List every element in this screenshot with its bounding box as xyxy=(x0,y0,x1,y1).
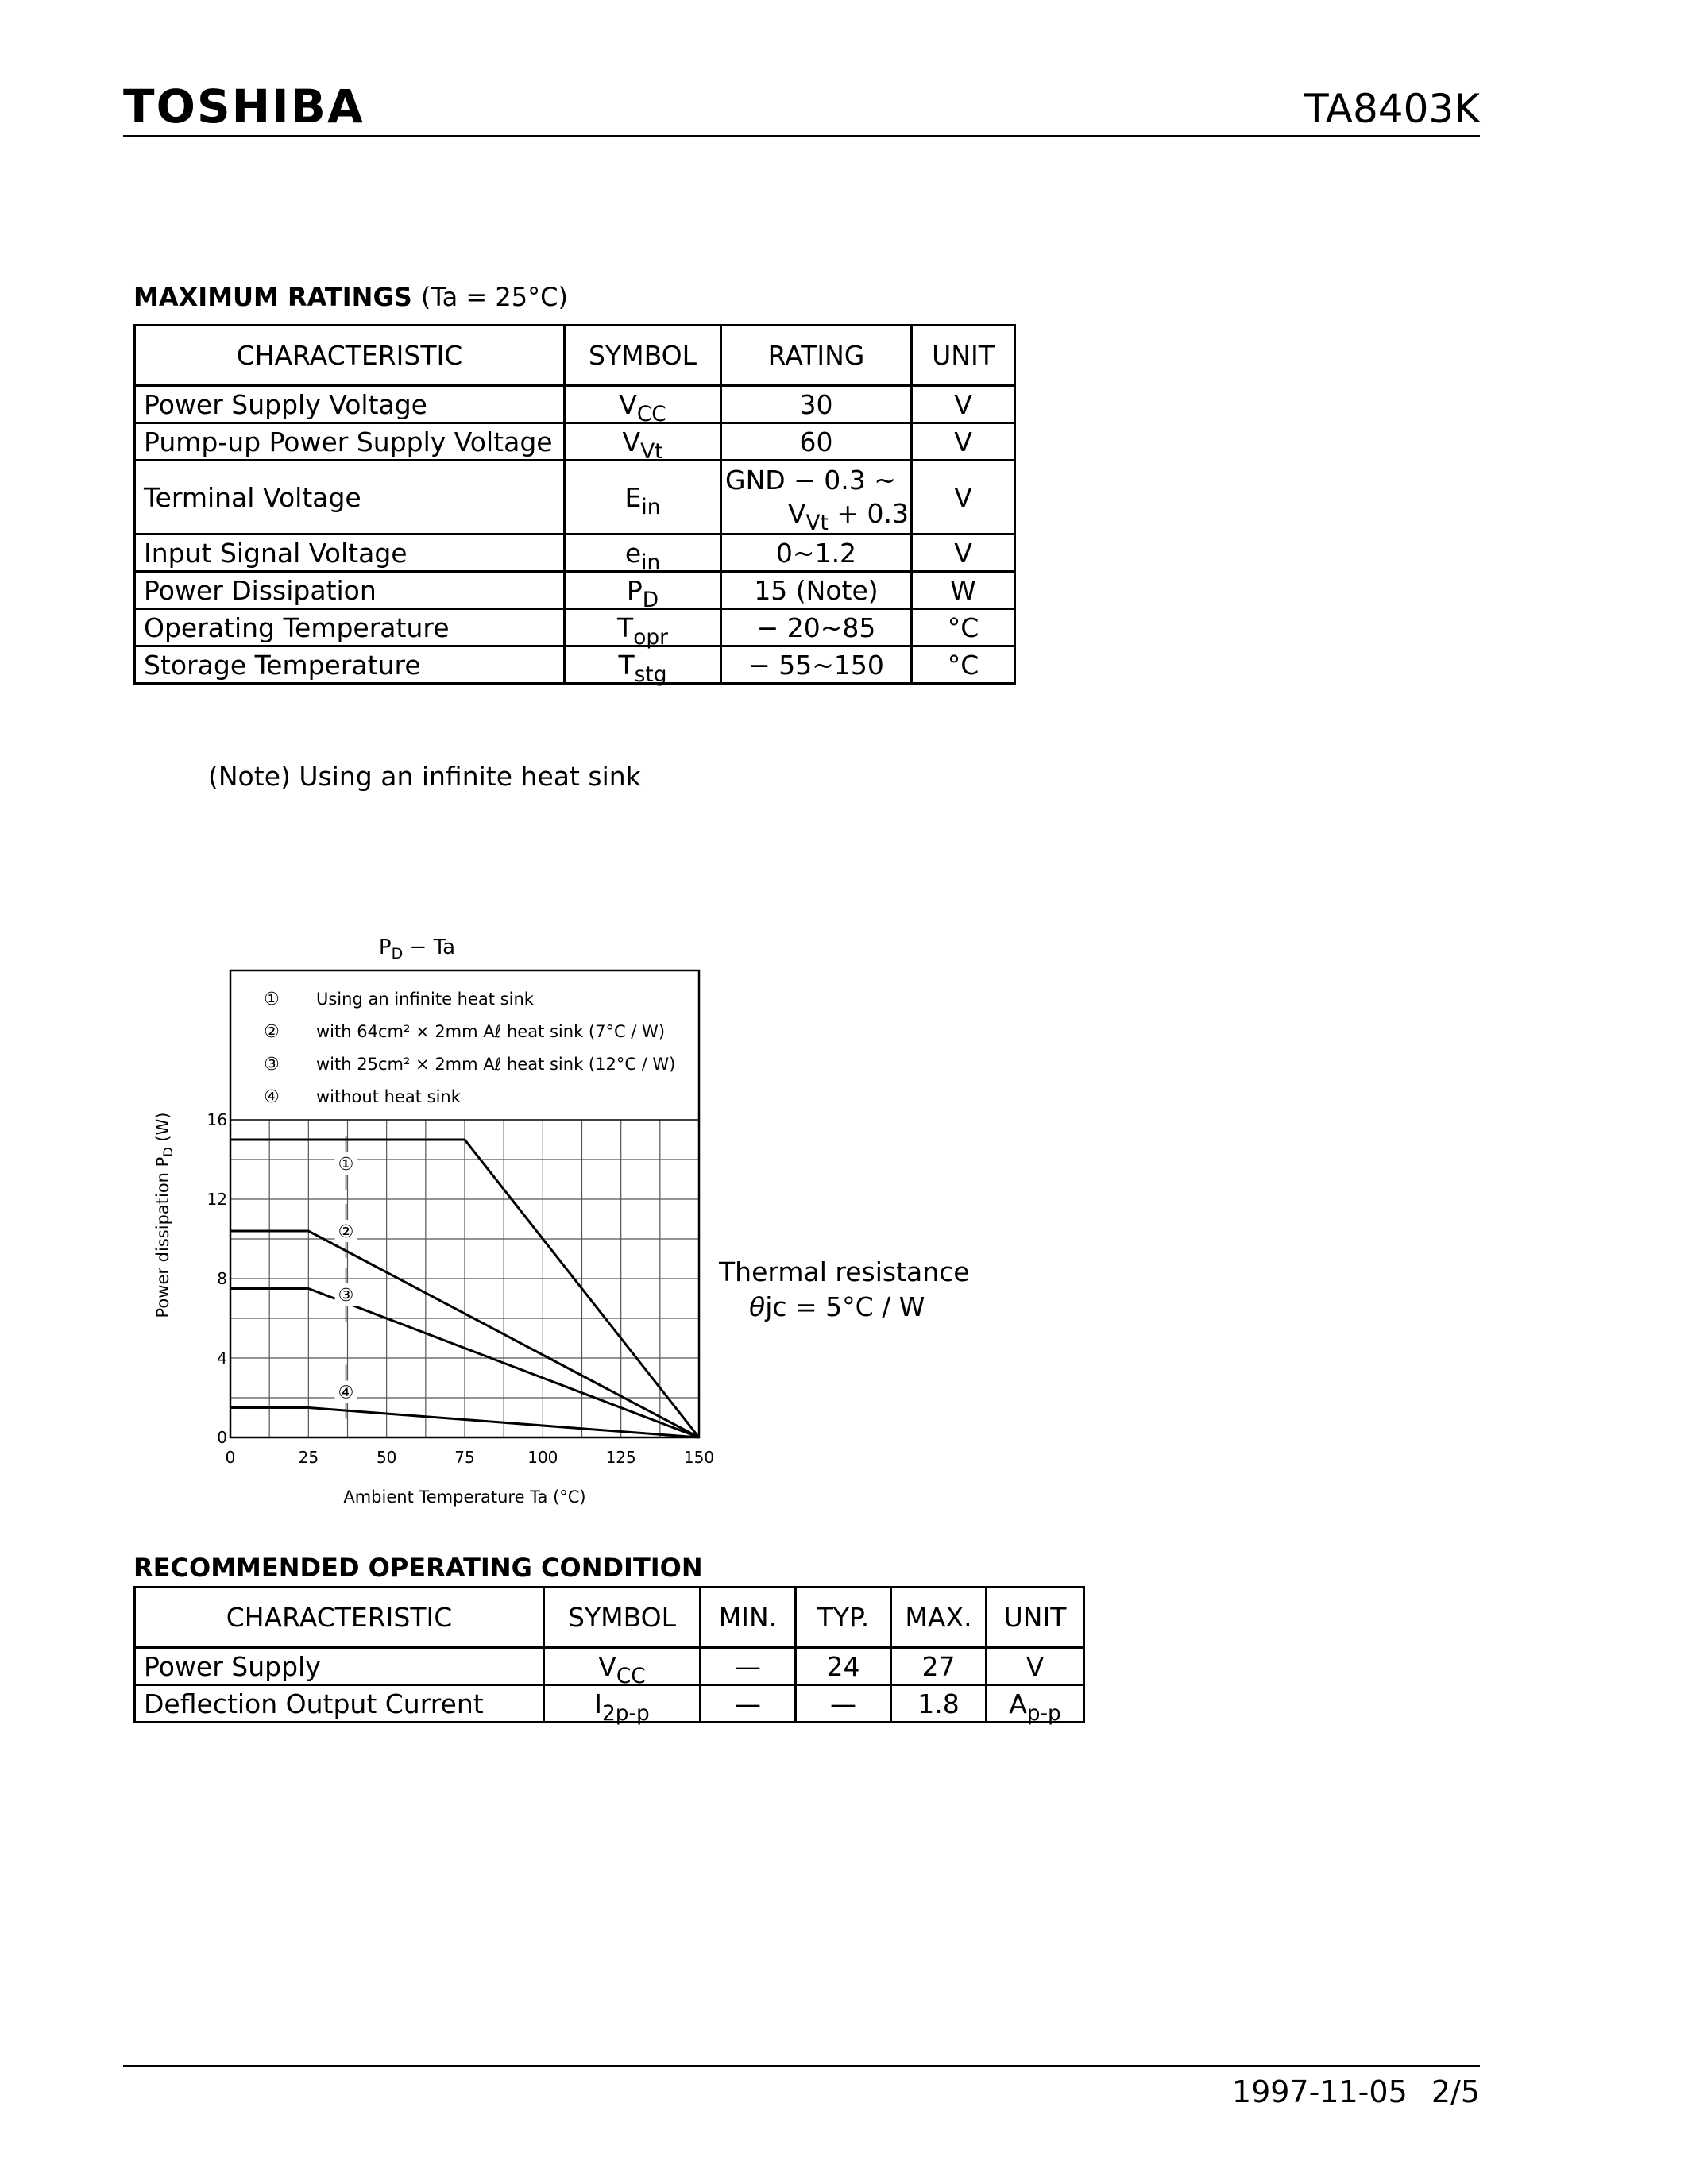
unit-cell: V xyxy=(912,386,1015,423)
rec-op-table xyxy=(133,1586,1085,1726)
legend-entry: with 64cm² × 2mm Aℓ heat sink (7°C / W) xyxy=(316,1022,666,1041)
max-ratings-condition: (Ta = 25°C) xyxy=(420,282,568,312)
table-row xyxy=(135,423,1015,461)
x-axis-label: Ambient Temperature Ta (°C) xyxy=(343,1488,586,1507)
unit-cell: $A_{p-p}$ xyxy=(987,1685,1084,1723)
max-ratings-title-text: MAXIMUM RATINGS xyxy=(133,282,412,312)
symbol-cell: $T_{stg}$ xyxy=(565,646,721,684)
symbol-cell: $V_{Vt}$ xyxy=(565,423,721,461)
symbol-cell: $V_{CC}$ xyxy=(565,386,721,423)
table-row xyxy=(135,609,1015,646)
col-header: SYMBOL xyxy=(565,326,721,386)
x-tick-label: 150 xyxy=(683,1448,715,1467)
max-cell: 1.8 xyxy=(891,1685,987,1723)
symbol-cell: $V_{CC}$ xyxy=(544,1648,701,1685)
typ-cell: 24 xyxy=(796,1648,891,1685)
thermal-line-1: Thermal resistance xyxy=(719,1256,970,1287)
table-row xyxy=(135,1648,1084,1685)
typ-cell: — xyxy=(796,1685,891,1723)
unit-cell: V xyxy=(987,1648,1084,1685)
x-tick-label: 75 xyxy=(454,1448,475,1467)
unit-cell: V xyxy=(912,461,1015,534)
table-row xyxy=(135,386,1015,423)
legend-marker: ④ xyxy=(264,1087,280,1107)
col-header: MIN. xyxy=(701,1588,796,1648)
x-tick-label: 50 xyxy=(376,1448,397,1467)
min-cell: — xyxy=(701,1648,796,1685)
max-ratings-title xyxy=(133,282,568,312)
y-tick-label: 8 xyxy=(217,1269,227,1288)
header-rule xyxy=(123,135,1480,137)
y-tick-label: 4 xyxy=(217,1349,227,1368)
rating-cell: 60 xyxy=(721,423,912,461)
x-tick-label: 100 xyxy=(527,1448,558,1467)
characteristic-cell: Operating Temperature xyxy=(135,609,565,646)
characteristic-cell: Power Supply xyxy=(135,1648,544,1685)
unit-cell: V xyxy=(912,534,1015,572)
table-header-row xyxy=(135,326,1015,386)
characteristic-cell: Input Signal Voltage xyxy=(135,534,565,572)
characteristic-cell: Deflection Output Current xyxy=(135,1685,544,1723)
rating-line-1: GND − 0.3 ~ xyxy=(725,465,896,496)
col-header: UNIT xyxy=(912,326,1015,386)
unit-cell: °C xyxy=(912,609,1015,646)
rating-cell: 0~1.2 xyxy=(721,534,912,572)
unit-cell: W xyxy=(912,572,1015,609)
rating-cell: − 20~85 xyxy=(721,609,912,646)
legend-entry: with 25cm² × 2mm Aℓ heat sink (12°C / W) xyxy=(316,1055,676,1074)
rating-cell: 15 (Note) xyxy=(721,572,912,609)
rec-op-title: RECOMMENDED OPERATING CONDITION xyxy=(133,1553,703,1583)
series-label: ② xyxy=(338,1222,354,1242)
characteristic-cell: Power Supply Voltage xyxy=(135,386,565,423)
rating-cell: − 55~150 xyxy=(721,646,912,684)
col-header: CHARACTERISTIC xyxy=(135,1588,544,1648)
rating-cell: 30 xyxy=(721,386,912,423)
characteristic-cell: Pump-up Power Supply Voltage xyxy=(135,423,565,461)
y-tick-label: 0 xyxy=(217,1428,227,1447)
table-header-row xyxy=(135,1588,1084,1648)
col-header: UNIT xyxy=(987,1588,1084,1648)
unit-cell: V xyxy=(912,423,1015,461)
part-number: TA8403K xyxy=(1304,86,1480,132)
table-row xyxy=(135,572,1015,609)
series-label: ④ xyxy=(338,1383,354,1403)
series-label: ① xyxy=(338,1155,354,1175)
y-axis-label: Power dissipation $P_D$ (W) xyxy=(153,1112,176,1318)
pd-ta-chart xyxy=(135,925,739,1529)
legend-entry: Using an infinite heat sink xyxy=(316,990,534,1009)
characteristic-cell: Storage Temperature xyxy=(135,646,565,684)
col-header: MAX. xyxy=(891,1588,987,1648)
y-tick-label: 12 xyxy=(207,1190,227,1209)
min-cell: — xyxy=(701,1685,796,1723)
legend-marker: ② xyxy=(264,1022,280,1042)
col-header: RATING xyxy=(721,326,912,386)
date-text: 1997-11-05 xyxy=(1231,2074,1408,2109)
chart-title: $P_D - Ta$ xyxy=(378,936,456,963)
thermal-line-2: θjc = 5°C / W xyxy=(749,1291,925,1322)
x-tick-label: 25 xyxy=(298,1448,319,1467)
max-cell: 27 xyxy=(891,1648,987,1685)
col-header: SYMBOL xyxy=(544,1588,701,1648)
x-tick-label: 0 xyxy=(225,1448,236,1467)
table-row xyxy=(135,1685,1084,1723)
symbol-cell: $I_{2p-p}$ xyxy=(544,1685,701,1723)
max-ratings-table xyxy=(133,324,1016,685)
heat-sink-note: (Note) Using an infinite heat sink xyxy=(208,761,641,792)
rating-cell xyxy=(721,461,912,534)
symbol-cell: $T_{opr}$ xyxy=(565,609,721,646)
footer-date xyxy=(1232,2074,1480,2109)
table-row xyxy=(135,646,1015,684)
legend-marker: ③ xyxy=(264,1055,280,1075)
brand-logo: TOSHIBA xyxy=(123,79,365,133)
series-label: ③ xyxy=(338,1286,354,1306)
legend-marker: ① xyxy=(264,990,280,1009)
legend-entry: without heat sink xyxy=(316,1087,461,1106)
unit-cell: °C xyxy=(912,646,1015,684)
symbol-cell: $P_D$ xyxy=(565,572,721,609)
col-header: CHARACTERISTIC xyxy=(135,326,565,386)
page-number: 2/5 xyxy=(1431,2074,1480,2109)
characteristic-cell: Terminal Voltage xyxy=(135,461,565,534)
rating-line-2: $V_{Vt} + 0.3$ xyxy=(787,498,909,536)
col-header: TYP. xyxy=(796,1588,891,1648)
footer-rule xyxy=(123,2065,1480,2067)
table-row xyxy=(135,461,1015,534)
thermal-resistance xyxy=(719,1255,970,1325)
characteristic-cell: Power Dissipation xyxy=(135,572,565,609)
y-tick-label: 16 xyxy=(207,1110,227,1129)
symbol-cell: $E_{in}$ xyxy=(565,461,721,534)
symbol-cell: $e_{in}$ xyxy=(565,534,721,572)
table-row xyxy=(135,534,1015,572)
x-tick-label: 125 xyxy=(605,1448,636,1467)
